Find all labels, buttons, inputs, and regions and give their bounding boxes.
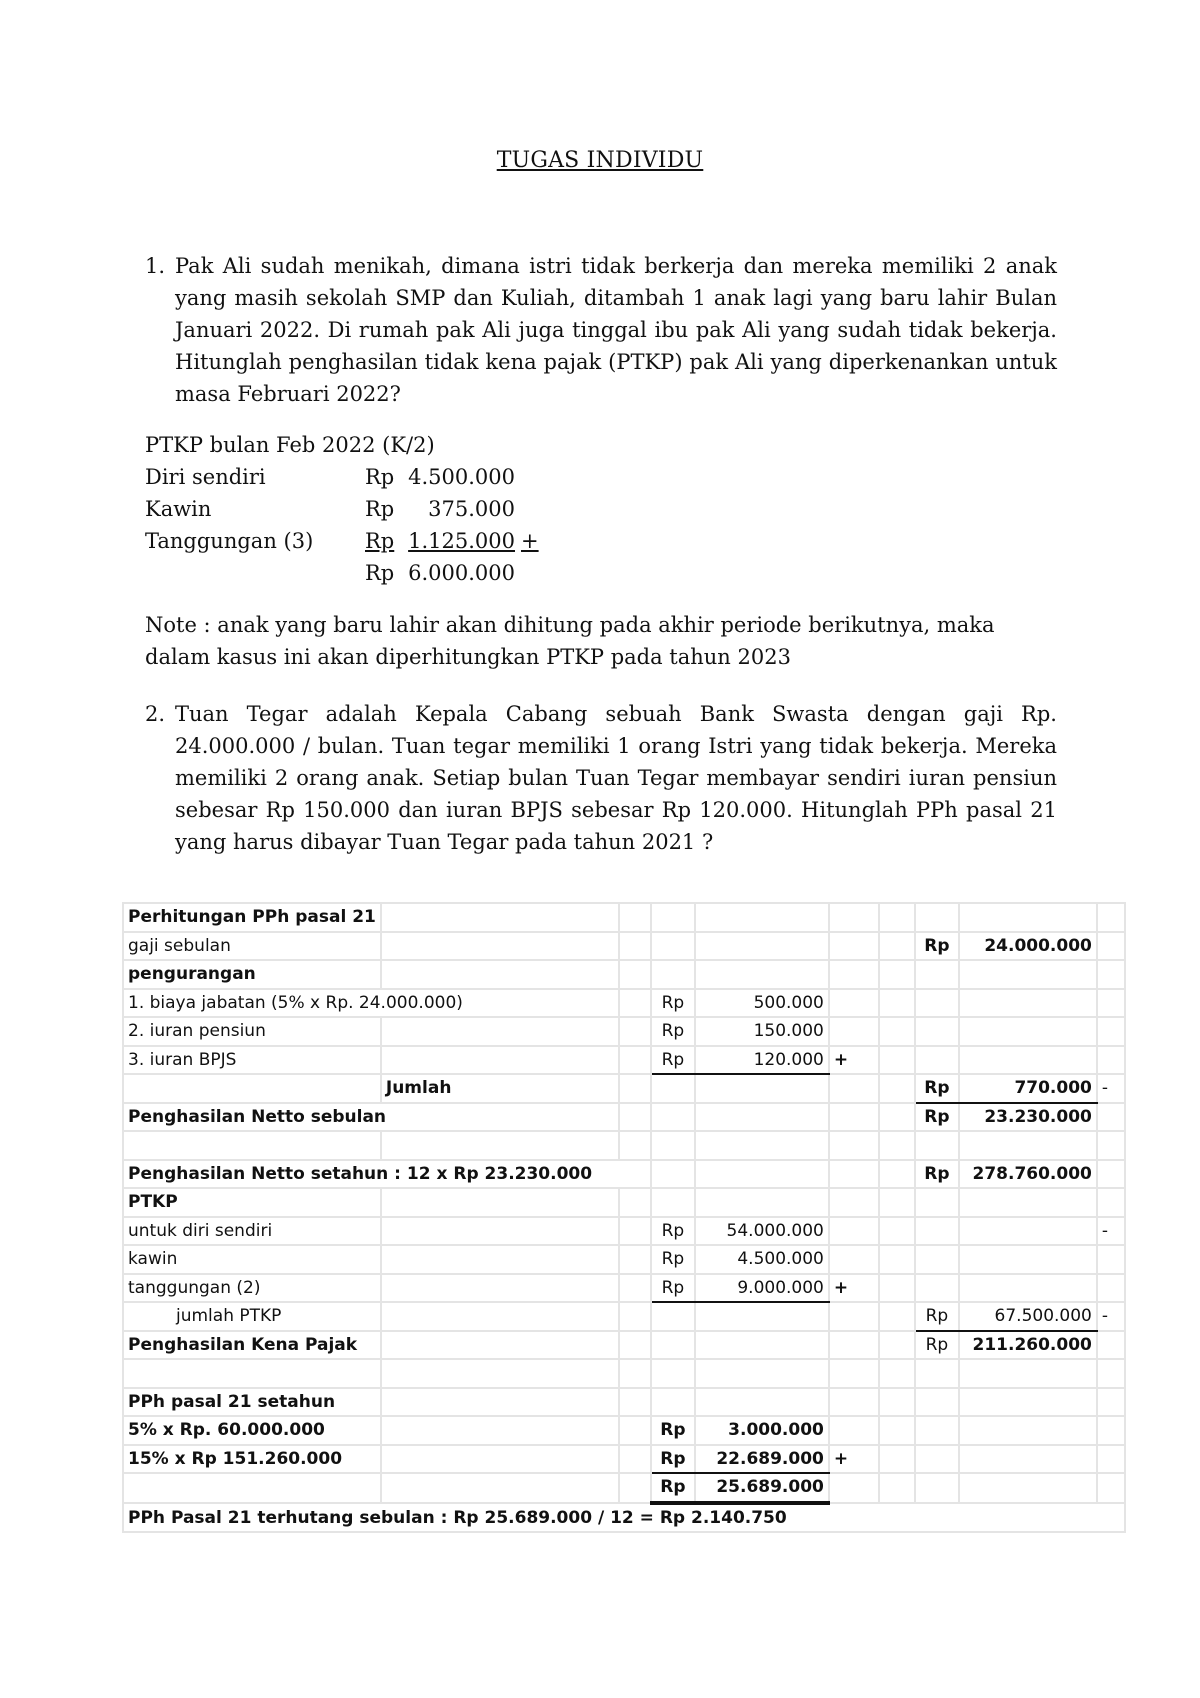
jumlah-value: 770.000 — [959, 1074, 1097, 1103]
pkp-label: Penghasilan Kena Pajak — [123, 1331, 381, 1360]
ptkp-row-amount: 4.500.000 — [408, 465, 515, 489]
table-row — [123, 1046, 1125, 1075]
gaji-value: 24.000.000 — [959, 932, 1097, 961]
table-row — [123, 1217, 1125, 1246]
ptkp-row-label: Kawin — [145, 497, 212, 521]
document-title: TUGAS INDIVIDU — [496, 148, 704, 173]
table-row — [123, 1188, 1125, 1217]
tanggungan-value: 9.000.000 — [695, 1274, 829, 1303]
tarif-15-value: 22.689.000 — [695, 1445, 829, 1474]
ptkp-row — [145, 461, 539, 493]
question-1-text: Pak Ali sudah menikah, dimana istri tidak berkerja dan mereka memiliki 2 anak yang masih sekolah SMP dan Kuliah, ditambah 1 anak lagi yang baru lahir Bulan Januari 2022. Di rumah pak Ali juga tinggal ibu pak Ali yang sudah tidak bekerja. Hitunglah penghasilan tidak kena pajak (PTKP) pak Ali yang diperkenankan untuk masa Februari 2022? — [175, 254, 1057, 406]
ptkp-label: PTKP — [123, 1188, 381, 1217]
kawin-label: kawin — [123, 1245, 381, 1274]
question-2-number: 2. — [145, 702, 166, 726]
iuran-bpjs-value: 120.000 — [695, 1046, 829, 1075]
table-row — [123, 1416, 1125, 1445]
ptkp-row — [145, 493, 539, 525]
ptkp-total-currency: Rp — [365, 561, 395, 585]
diri-sendiri-currency: Rp — [651, 1217, 695, 1246]
calc-heading: Perhitungan PPh pasal 21 — [123, 903, 381, 932]
table-row — [123, 932, 1125, 961]
table-row — [123, 989, 1125, 1018]
total-pph-value: 25.689.000 — [695, 1473, 829, 1503]
minus-sign: - — [1097, 1302, 1125, 1331]
tanggungan-label: tanggungan (2) — [123, 1274, 381, 1303]
total-pph-currency: Rp — [651, 1473, 695, 1503]
jumlah-ptkp-currency: Rp — [915, 1302, 959, 1331]
ptkp-heading: PTKP bulan Feb 2022 (K/2) — [145, 433, 435, 457]
pkp-currency: Rp — [915, 1331, 959, 1360]
pengurangan-label: pengurangan — [123, 960, 381, 989]
minus-sign: - — [1097, 1217, 1125, 1246]
table-row — [123, 1302, 1125, 1331]
table-row — [123, 1074, 1125, 1103]
note-paragraph: Note : anak yang baru lahir akan dihitung pada akhir periode berikutnya, maka dalam kasus ini akan diperhitungkan PTKP pada tahun 2023 — [145, 613, 995, 669]
table-row — [123, 903, 1125, 932]
tarif-15-currency: Rp — [651, 1445, 695, 1474]
biaya-jabatan-label: 1. biaya jabatan (5% x Rp. 24.000.000) — [123, 989, 619, 1018]
ptkp-row-amount: 1.125.000 — [408, 529, 515, 553]
iuran-bpjs-label: 3. iuran BPJS — [123, 1046, 381, 1075]
plus-sign: + — [829, 1274, 879, 1303]
kawin-value: 4.500.000 — [695, 1245, 829, 1274]
table-row — [123, 1473, 1125, 1503]
tarif-5-currency: Rp — [651, 1416, 695, 1445]
ptkp-row-label: Tanggungan (3) — [145, 529, 314, 553]
netto-setahun-label: Penghasilan Netto setahun : 12 x Rp 23.230.000 — [123, 1160, 651, 1189]
table-row — [123, 1331, 1125, 1360]
ptkp-row-currency: Rp — [365, 529, 395, 553]
minus-sign: - — [1097, 1074, 1125, 1103]
ptkp-calculation — [145, 429, 539, 589]
ptkp-row-label: Diri sendiri — [145, 465, 266, 489]
ptkp-plus-sign: + — [521, 529, 539, 553]
iuran-pensiun-value: 150.000 — [695, 1017, 829, 1046]
netto-sebulan-currency: Rp — [915, 1103, 959, 1132]
pkp-value: 211.260.000 — [959, 1331, 1097, 1360]
plus-sign: + — [829, 1445, 879, 1474]
final-result: PPh Pasal 21 terhutang sebulan : Rp 25.689.000 / 12 = Rp 2.140.750 — [123, 1503, 1125, 1533]
table-row — [123, 1445, 1125, 1474]
ptkp-row-currency: Rp — [365, 497, 395, 521]
netto-sebulan-value: 23.230.000 — [959, 1103, 1097, 1132]
question-1 — [145, 250, 1057, 410]
netto-setahun-currency: Rp — [915, 1160, 959, 1189]
tarif-5-label: 5% x Rp. 60.000.000 — [123, 1416, 381, 1445]
question-2-text: Tuan Tegar adalah Kepala Cabang sebuah Bank Swasta dengan gaji Rp. 24.000.000 / bulan. Tuan tegar memiliki 1 orang Istri yang tidak bekerja. Mereka memiliki 2 orang anak. Setiap bulan Tuan Tegar membayar sendiri iuran pensiun sebesar Rp 150.000 dan iuran BPJS sebesar Rp 120.000. Hitunglah PPh pasal 21 yang harus dibayar Tuan Tegar pada tahun 2021 ? — [175, 702, 1057, 854]
gaji-currency: Rp — [915, 932, 959, 961]
table-row — [123, 1245, 1125, 1274]
ptkp-row-currency: Rp — [365, 465, 395, 489]
iuran-bpjs-currency: Rp — [651, 1046, 695, 1075]
ptkp-total-row — [145, 557, 539, 589]
biaya-jabatan-currency: Rp — [651, 989, 695, 1018]
gaji-label: gaji sebulan — [123, 932, 381, 961]
ptkp-row-amount: 375.000 — [428, 497, 515, 521]
diri-sendiri-label: untuk diri sendiri — [123, 1217, 381, 1246]
iuran-pensiun-currency: Rp — [651, 1017, 695, 1046]
table-row — [123, 1274, 1125, 1303]
tanggungan-currency: Rp — [651, 1274, 695, 1303]
table-row — [123, 1388, 1125, 1417]
jumlah-ptkp-label: jumlah PTKP — [123, 1302, 381, 1331]
table-row — [123, 1017, 1125, 1046]
question-2 — [145, 698, 1057, 858]
tarif-5-value: 3.000.000 — [695, 1416, 829, 1445]
diri-sendiri-value: 54.000.000 — [695, 1217, 829, 1246]
kawin-currency: Rp — [651, 1245, 695, 1274]
table-row — [123, 1103, 1125, 1132]
plus-sign: + — [829, 1046, 879, 1075]
jumlah-currency: Rp — [915, 1074, 959, 1103]
netto-setahun-value: 278.760.000 — [959, 1160, 1097, 1189]
jumlah-label: Jumlah — [381, 1074, 619, 1103]
iuran-pensiun-label: 2. iuran pensiun — [123, 1017, 381, 1046]
table-row — [123, 960, 1125, 989]
biaya-jabatan-value: 500.000 — [695, 989, 829, 1018]
pph21-calculation-table — [122, 902, 1126, 1533]
question-1-number: 1. — [145, 254, 166, 278]
table-row — [123, 1160, 1125, 1189]
tarif-15-label: 15% x Rp 151.260.000 — [123, 1445, 381, 1474]
ptkp-row — [145, 525, 539, 557]
pph-setahun-label: PPh pasal 21 setahun — [123, 1388, 381, 1417]
jumlah-ptkp-value: 67.500.000 — [959, 1302, 1097, 1331]
netto-sebulan-label: Penghasilan Netto sebulan — [123, 1103, 619, 1132]
ptkp-total-amount: 6.000.000 — [408, 561, 515, 585]
table-row — [123, 1503, 1125, 1533]
